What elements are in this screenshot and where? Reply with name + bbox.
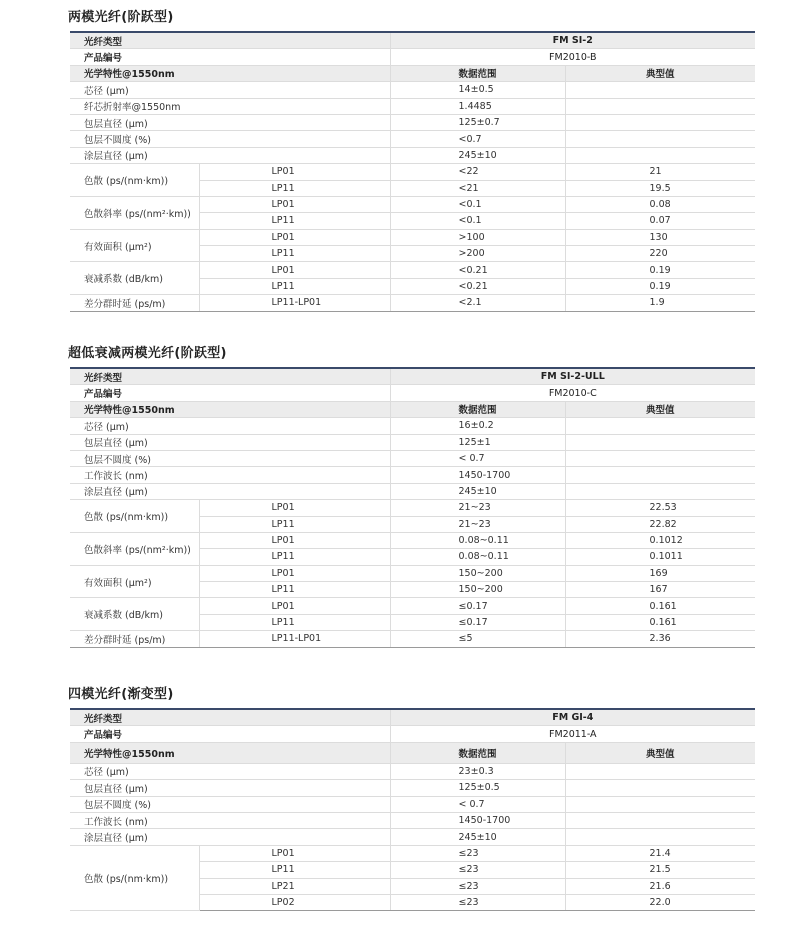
range-cell: <22 [390,164,565,180]
range-cell: 125±0.7 [390,114,565,130]
typical-cell [565,450,755,466]
section-title: 两模光纤(阶跃型) [68,10,174,25]
typical-cell [565,812,755,828]
row-label: 芯径 (μm) [70,82,390,98]
range-cell: 245±10 [390,829,565,845]
typical-cell: 169 [565,565,755,581]
row-label: 包层直径 (μm) [70,434,390,450]
mode-cell: LP11 [199,246,390,262]
typical-cell: 21.6 [565,878,755,894]
range-cell: <0.7 [390,131,565,147]
table-row [70,467,755,483]
typical-value-header: 典型值 [565,742,755,763]
typical-cell [565,780,755,796]
table-row [70,196,755,212]
typical-cell [565,483,755,499]
range-cell: ≤0.17 [390,598,565,614]
table-row [70,500,755,516]
row-label: 芯径 (μm) [70,418,390,434]
row-label: 涂层直径 (μm) [70,147,390,163]
table-row [70,82,755,98]
range-cell: < 0.7 [390,796,565,812]
typical-cell: 130 [565,229,755,245]
group-label: 色散斜率 (ps/(nm²·km)) [70,196,199,229]
data-range-header: 数据范围 [390,65,565,81]
table-row [70,829,755,845]
product-code-value: FM2010-C [390,385,755,401]
mode-cell: LP11 [199,180,390,196]
typical-cell [565,98,755,114]
group-label: 差分群时延 (ps/m) [70,295,199,311]
typical-cell: 2.36 [565,631,755,647]
group-label: 有效面积 (μm²) [70,229,199,262]
row-label: 包层不圆度 (%) [70,450,390,466]
group-label: 有效面积 (μm²) [70,565,199,598]
typical-cell: 0.161 [565,614,755,630]
group-label: 色散 (ps/(nm·km)) [70,845,199,911]
product-code-row [70,49,755,65]
typical-cell: 1.9 [565,295,755,311]
range-cell: 14±0.5 [390,82,565,98]
mode-cell: LP01 [199,845,390,861]
row-label: 工作波长 (nm) [70,812,390,828]
group-label: 差分群时延 (ps/m) [70,631,199,647]
mode-cell: LP21 [199,878,390,894]
group-label: 色散 (ps/(nm·km)) [70,164,199,197]
range-cell: 16±0.2 [390,418,565,434]
mode-cell: LP01 [199,229,390,245]
typical-cell [565,131,755,147]
table-row [70,98,755,114]
typical-cell: 0.161 [565,598,755,614]
table-row [70,114,755,130]
range-cell: 125±0.5 [390,780,565,796]
typical-cell: 0.07 [565,213,755,229]
row-label: 工作波长 (nm) [70,467,390,483]
typical-cell [565,796,755,812]
typical-cell: 19.5 [565,180,755,196]
fiber-type-label: 光纤类型 [70,368,390,385]
range-cell: 125±1 [390,434,565,450]
typical-cell [565,147,755,163]
table-row [70,845,755,861]
table-row [70,812,755,828]
mode-cell: LP01 [199,532,390,548]
typical-cell: 22.53 [565,500,755,516]
fiber-type-label: 光纤类型 [70,709,390,726]
product-code-label: 产品编号 [70,49,390,65]
table-row [70,763,755,779]
range-cell: ≤23 [390,862,565,878]
mode-cell: LP01 [199,164,390,180]
group-label: 衰减系数 (dB/km) [70,262,199,295]
table-row [70,147,755,163]
table-row [70,532,755,548]
range-cell: <0.1 [390,196,565,212]
optical-props-label: 光学特性@1550nm [70,65,390,81]
table-row [70,295,755,311]
optical-header-row [70,401,755,417]
mode-cell: LP11-LP01 [199,295,390,311]
fiber-type-row [70,368,755,385]
range-cell: <21 [390,180,565,196]
range-cell: 21~23 [390,500,565,516]
mode-cell: LP01 [199,262,390,278]
typical-cell [565,418,755,434]
table-row [70,164,755,180]
range-cell: <0.21 [390,278,565,294]
typical-cell: 167 [565,582,755,598]
mode-cell: LP11 [199,516,390,532]
range-cell: ≤0.17 [390,614,565,630]
product-code-value: FM2011-A [390,726,755,742]
range-cell: <0.1 [390,213,565,229]
mode-cell: LP11 [199,862,390,878]
range-cell: <0.21 [390,262,565,278]
table-row [70,598,755,614]
range-cell: ≤23 [390,878,565,894]
typical-cell [565,829,755,845]
table-row [70,450,755,466]
table-row [70,418,755,434]
typical-cell: 0.19 [565,278,755,294]
optical-header-row [70,742,755,763]
typical-cell [565,467,755,483]
data-range-header: 数据范围 [390,401,565,417]
range-cell: 245±10 [390,147,565,163]
range-cell: 0.08~0.11 [390,549,565,565]
range-cell: ≤23 [390,845,565,861]
mode-cell: LP01 [199,196,390,212]
mode-cell: LP11 [199,213,390,229]
typical-cell [565,763,755,779]
range-cell: 1450-1700 [390,467,565,483]
typical-cell [565,82,755,98]
range-cell: 21~23 [390,516,565,532]
spec-table [70,31,755,312]
optical-props-label: 光学特性@1550nm [70,401,390,417]
fiber-type-row [70,709,755,726]
range-cell: ≤5 [390,631,565,647]
row-label: 包层直径 (μm) [70,114,390,130]
typical-cell: 22.0 [565,894,755,910]
product-code-label: 产品编号 [70,385,390,401]
typical-cell: 22.82 [565,516,755,532]
group-label: 色散斜率 (ps/(nm²·km)) [70,532,199,565]
table-row [70,780,755,796]
typical-value-header: 典型值 [565,401,755,417]
table-row [70,262,755,278]
table-row [70,483,755,499]
table-row [70,131,755,147]
mode-cell: LP02 [199,894,390,910]
row-label: 纤芯折射率@1550nm [70,98,390,114]
range-cell: 23±0.3 [390,763,565,779]
row-label: 包层不圆度 (%) [70,131,390,147]
mode-cell: LP11 [199,278,390,294]
mode-cell: LP11 [199,614,390,630]
row-label: 包层直径 (μm) [70,780,390,796]
row-label: 芯径 (μm) [70,763,390,779]
typical-cell: 21.5 [565,862,755,878]
typical-cell [565,434,755,450]
product-code-label: 产品编号 [70,726,390,742]
range-cell: 245±10 [390,483,565,499]
data-range-header: 数据范围 [390,742,565,763]
typical-cell: 0.1012 [565,532,755,548]
range-cell: 1.4485 [390,98,565,114]
typical-cell: 21 [565,164,755,180]
fiber-type-row [70,32,755,49]
spec-table [70,708,755,911]
row-label: 包层不圆度 (%) [70,796,390,812]
typical-cell: 0.19 [565,262,755,278]
product-code-row [70,385,755,401]
range-cell: <2.1 [390,295,565,311]
mode-cell: LP11 [199,549,390,565]
typical-cell: 21.4 [565,845,755,861]
fiber-type-value: FM SI-2 [390,32,755,49]
table-row [70,565,755,581]
typical-cell [565,114,755,130]
typical-cell: 220 [565,246,755,262]
mode-cell: LP01 [199,565,390,581]
range-cell: >200 [390,246,565,262]
optical-props-label: 光学特性@1550nm [70,742,390,763]
typical-cell: 0.1011 [565,549,755,565]
section-title: 超低衰减两模光纤(阶跃型) [68,346,227,361]
table-row [70,631,755,647]
fiber-type-label: 光纤类型 [70,32,390,49]
table-row [70,796,755,812]
range-cell: >100 [390,229,565,245]
mode-cell: LP11 [199,582,390,598]
mode-cell: LP01 [199,598,390,614]
mode-cell: LP01 [199,500,390,516]
typical-cell: 0.08 [565,196,755,212]
group-label: 色散 (ps/(nm·km)) [70,500,199,533]
range-cell: 150~200 [390,582,565,598]
row-label: 涂层直径 (μm) [70,483,390,499]
range-cell: 150~200 [390,565,565,581]
mode-cell: LP11-LP01 [199,631,390,647]
product-code-row [70,726,755,742]
spec-table [70,367,755,648]
row-label: 涂层直径 (μm) [70,829,390,845]
table-row [70,229,755,245]
range-cell: 1450-1700 [390,812,565,828]
typical-value-header: 典型值 [565,65,755,81]
product-code-value: FM2010-B [390,49,755,65]
fiber-type-value: FM GI-4 [390,709,755,726]
section-title: 四模光纤(渐变型) [68,687,174,702]
range-cell: ≤23 [390,894,565,910]
optical-header-row [70,65,755,81]
table-row [70,434,755,450]
fiber-type-value: FM SI-2-ULL [390,368,755,385]
range-cell: < 0.7 [390,450,565,466]
range-cell: 0.08~0.11 [390,532,565,548]
group-label: 衰减系数 (dB/km) [70,598,199,631]
